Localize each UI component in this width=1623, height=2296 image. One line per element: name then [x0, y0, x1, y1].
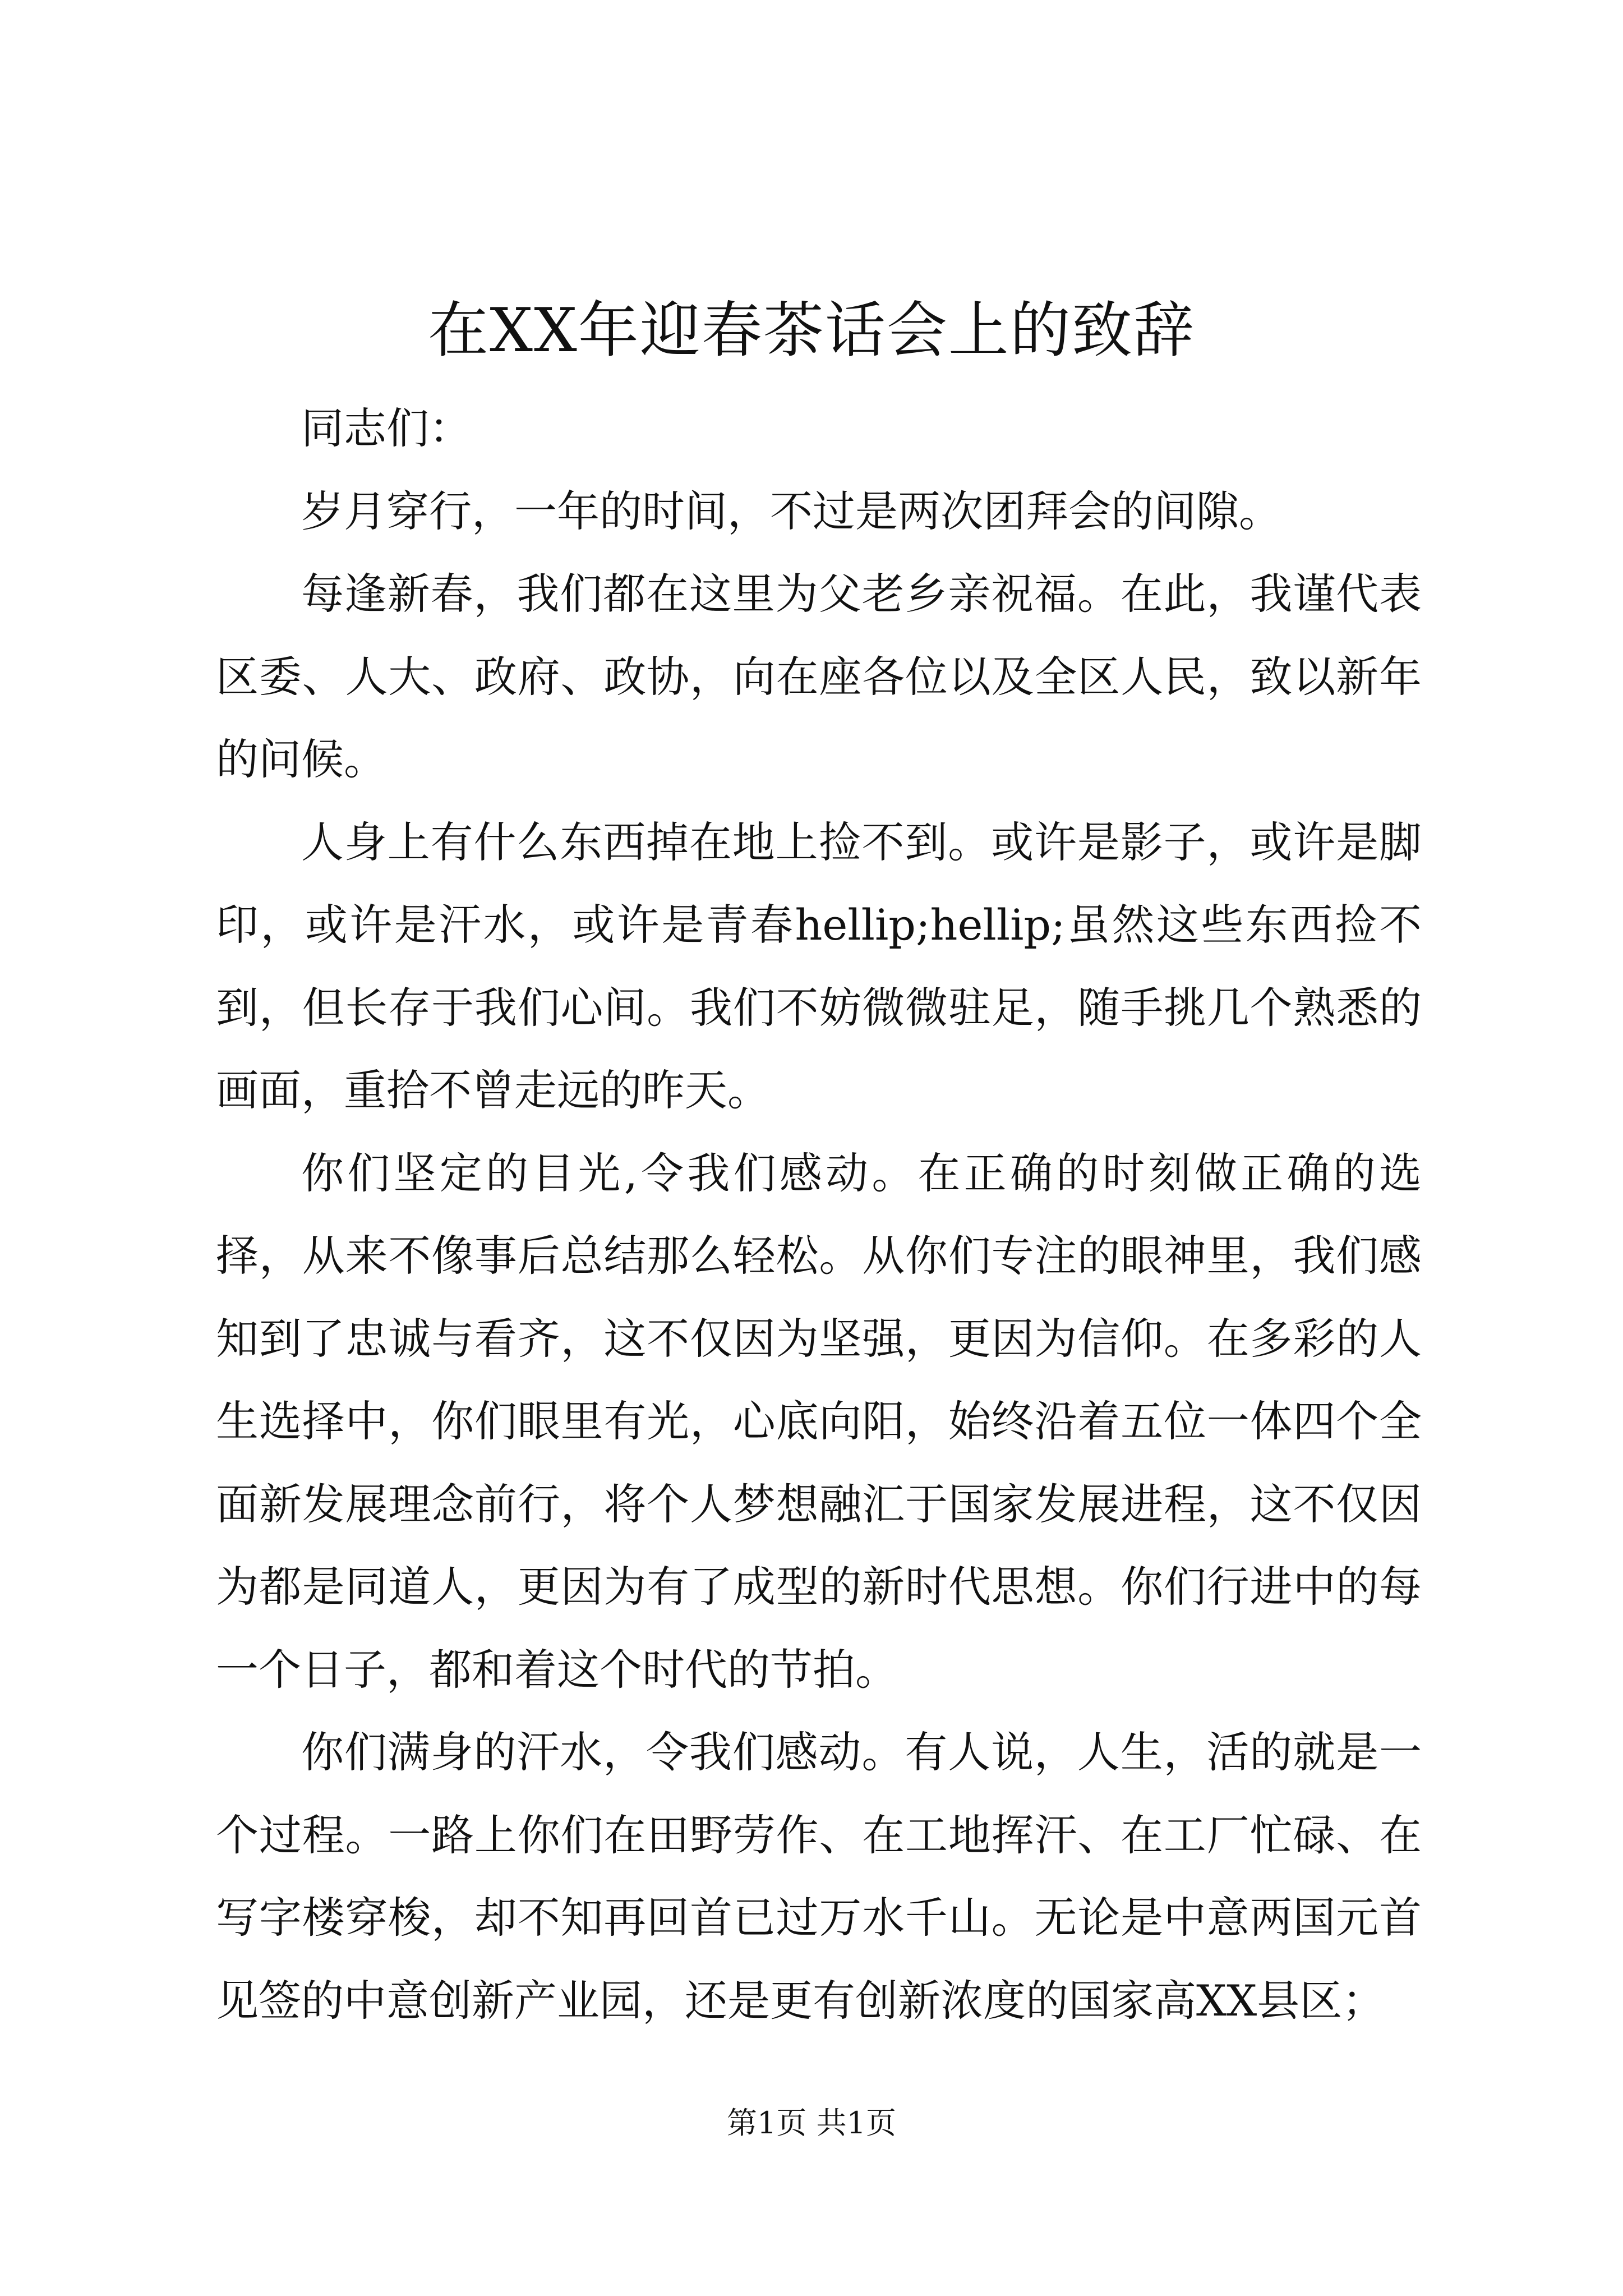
- document-body: [216, 387, 1422, 2042]
- body-paragraph: 岁月穿行，一年的时间，不过是两次团拜会的间隙。: [301, 486, 1281, 536]
- total-pages: 1: [846, 2105, 866, 2141]
- total-prefix: 共: [816, 2105, 847, 2141]
- page-number: 1: [757, 2105, 777, 2141]
- document-title: 在XX年迎春茶话会上的致辞: [428, 296, 1195, 366]
- body-paragraph: 每逢新春，我们都在这里为父老乡亲祝福。在此，我谨代表区委、人大、政府、政协，向在座各位以及全区人民，致以新年的问候。: [216, 569, 1422, 784]
- total-suffix: 页: [865, 2105, 896, 2141]
- page-footer: [0, 2101, 1623, 2146]
- body-paragraph: 人身上有什么东西掉在地上捡不到。或许是影子，或许是脚印，或许是汗水，或许是青春hellip;hellip;虽然这些东西捡不到，但长存于我们心间。我们不妨微微驻足，随手挑几个熟悉的画面，重拾不曾走远的昨天。: [216, 817, 1422, 1115]
- page-prefix: 第: [727, 2105, 758, 2141]
- body-paragraph: 你们坚定的目光,令我们感动。在正确的时刻做正确的选择，从来不像事后总结那么轻松。从你们专注的眼神里，我们感知到了忠诚与看齐，这不仅因为坚强，更因为信仰。在多彩的人生选择中，你们眼里有光，心底向阳，始终沿着五位一体四个全面新发展理念前行，将个人梦想融汇于国家发展进程，这不仅因为都是同道人，更因为有了成型的新时代思想。你们行进中的每一个日子，都和着这个时代的节拍。: [216, 1148, 1422, 1695]
- page-suffix: 页: [776, 2105, 807, 2141]
- body-paragraph: 你们满身的汗水，令我们感动。有人说，人生，活的就是一个过程。一路上你们在田野劳作、在工地挥汗、在工厂忙碌、在写字楼穿梭，却不知再回首已过万水千山。无论是中意两国元首见签的中意创新产业园，还是更有创新浓度的国家高XX县区；: [216, 1727, 1422, 2026]
- salutation-paragraph: 同志们：: [301, 403, 472, 453]
